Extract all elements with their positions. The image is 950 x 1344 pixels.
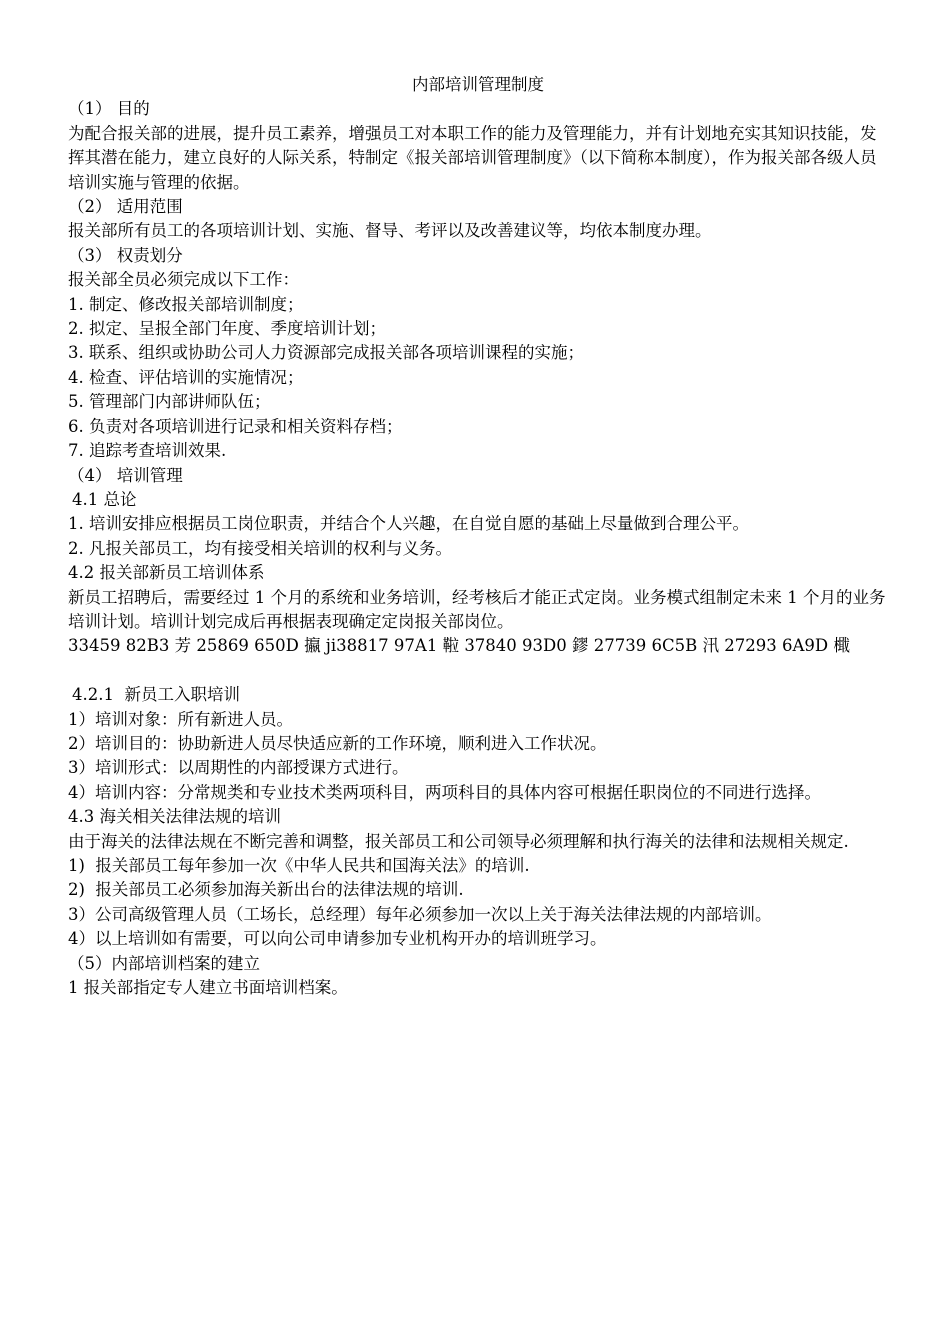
subsection-heading: 4.3 海关相关法律法规的培训 bbox=[68, 807, 281, 827]
list-item: 1）培训对象：所有新进人员。 bbox=[68, 709, 293, 729]
section-heading: （3） 权责划分 bbox=[68, 245, 183, 265]
list-item: 6. 负责对各项培训进行记录和相关资料存档； bbox=[68, 416, 403, 436]
document-body bbox=[68, 73, 888, 1000]
list-item: 4）以上培训如有需要，可以向公司申请参加专业机构开办的培训班学习。 bbox=[68, 929, 607, 949]
list-item: 3）培训形式：以周期性的内部授课方式进行。 bbox=[68, 758, 409, 778]
list-item: 7. 追踪考查培训效果. bbox=[68, 441, 227, 461]
list-item: 4. 检查、评估培训的实施情况； bbox=[68, 367, 304, 387]
list-item: 2）培训目的：协助新进人员尽快适应新的工作环境，顺利进入工作状况。 bbox=[68, 733, 607, 753]
list-item: 2) 报关部员工必须参加海关新出台的法律法规的培训. bbox=[68, 880, 464, 900]
paragraph: 新员工招聘后，需要经过 1 个月的系统和业务培训，经考核后才能正式定岗。业务模式组制定未来 1 个月的业务培训计划。培训计划完成后再根据表现确定定岗报关部岗位。 bbox=[68, 587, 886, 631]
paragraph: 报关部所有员工的各项培训计划、实施、督导、考评以及改善建议等，均依本制度办理。 bbox=[68, 221, 712, 241]
list-item: 1. 制定、修改报关部培训制度； bbox=[68, 294, 304, 314]
section-heading: （5）内部培训档案的建立 bbox=[68, 953, 260, 973]
list-item: 4）培训内容：分常规类和专业技术类两项科目，两项科目的具体内容可根据任职岗位的不同进行选择。 bbox=[68, 782, 821, 802]
paragraph: 为配合报关部的进展，提升员工素养，增强员工对本职工作的能力及管理能力，并有计划地充实其知识技能，发挥其潜在能力，建立良好的人际关系，特制定《报关部培训管理制度》（以下简称本制度），作为报关部各级人员培训实施与管理的依据。 bbox=[68, 123, 877, 192]
blank-line bbox=[68, 659, 888, 683]
paragraph: 报关部全员必须完成以下工作： bbox=[68, 270, 299, 290]
section-heading: （4） 培训管理 bbox=[68, 465, 183, 485]
list-item: 1) 报关部员工每年参加一次《中华人民共和国海关法》的培训. bbox=[68, 855, 530, 875]
list-item: 2. 凡报关部员工，均有接受相关培训的权利与义务。 bbox=[68, 538, 452, 558]
section-heading: （2） 适用范围 bbox=[68, 197, 183, 217]
section-heading: （1） 目的 bbox=[68, 99, 150, 119]
paragraph: 33459 82B3 芳 25869 650D 攍 ji38817 97A1 鞡 37840 93D0 鏐 27739 6C5B 汛 27293 6A9D 檝 bbox=[68, 636, 850, 656]
document-title: 内部培训管理制度 bbox=[412, 75, 544, 94]
list-item: 1. 培训安排应根据员工岗位职责，并结合个人兴趣，在自觉自愿的基础上尽量做到合理公平。 bbox=[68, 514, 749, 534]
list-item: 2. 拟定、呈报全部门年度、季度培训计划； bbox=[68, 319, 386, 339]
subsection-heading: 4.2 报关部新员工培训体系 bbox=[68, 563, 265, 583]
list-item: 3. 联系、组织或协助公司人力资源部完成报关部各项培训课程的实施； bbox=[68, 343, 584, 363]
paragraph: 由于海关的法律法规在不断完善和调整，报关部员工和公司领导必须理解和执行海关的法律和法规相关规定. bbox=[68, 831, 849, 851]
list-item: 5. 管理部门内部讲师队伍； bbox=[68, 392, 271, 412]
subsection-heading: 4.1 总论 bbox=[72, 489, 137, 509]
paragraph: 1 报关部指定专人建立书面培训档案。 bbox=[68, 978, 348, 998]
subsection-heading: 4.2.1 新员工入职培训 bbox=[72, 685, 240, 705]
list-item: 3）公司高级管理人员（工场长，总经理）每年必须参加一次以上关于海关法律法规的内部培训。 bbox=[68, 904, 772, 924]
